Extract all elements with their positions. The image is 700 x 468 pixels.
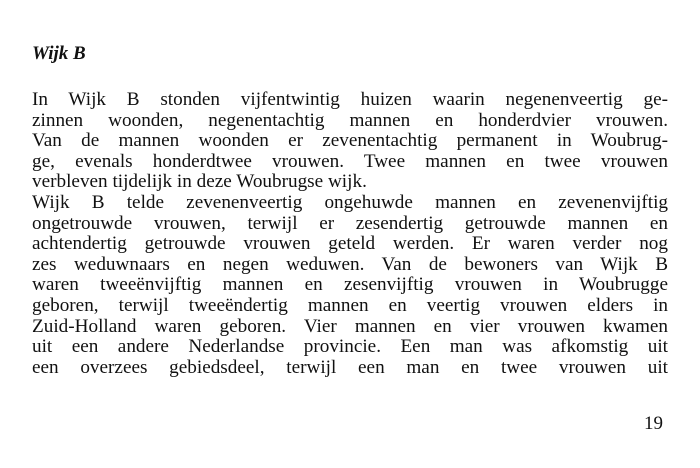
text-line: uit een andere Nederlandse provincie. Een man was afkomstig uit	[32, 337, 668, 358]
text-line: verbleven tijdelijk in deze Woubrugse wijk.	[32, 172, 367, 193]
text-line: ge, evenals honderdtwee vrouwen. Twee mannen en twee vrouwen	[32, 151, 668, 172]
page-number: 19	[644, 413, 663, 434]
text-line: ongetrouwde vrouwen, terwijl er zesendertig getrouwde mannen en	[32, 213, 668, 234]
paragraph-1	[32, 90, 668, 193]
text-line: Van de mannen woonden er zevenentachtig permanent in Woubrug-	[32, 131, 668, 152]
text-line: Zuid-Holland waren geboren. Vier mannen en vier vrouwen kwamen	[32, 316, 668, 337]
paragraph-2	[32, 193, 668, 378]
text-line: waren tweeënvijftig mannen en zesenvijftig vrouwen in Woubrugge	[32, 275, 668, 296]
body-text	[32, 90, 668, 378]
text-line: Wijk B telde zevenenveertig ongehuwde mannen en zevenenvijftig	[32, 192, 668, 213]
text-line: geboren, terwijl tweeëndertig mannen en veertig vrouwen elders in	[32, 295, 668, 316]
text-line: een overzees gebiedsdeel, terwijl een man en twee vrouwen uit	[32, 357, 668, 378]
text-line: zes weduwnaars en negen weduwen. Van de bewoners van Wijk B	[32, 254, 668, 275]
text-line: In Wijk B stonden vijfentwintig huizen waarin negenenveertig ge-	[32, 90, 668, 110]
text-line: achtendertig getrouwde vrouwen geteld werden. Er waren verder nog	[32, 234, 668, 255]
section-heading: Wijk B	[32, 43, 86, 64]
text-line: zinnen woonden, negenentachtig mannen en honderdvier vrouwen.	[32, 110, 668, 131]
